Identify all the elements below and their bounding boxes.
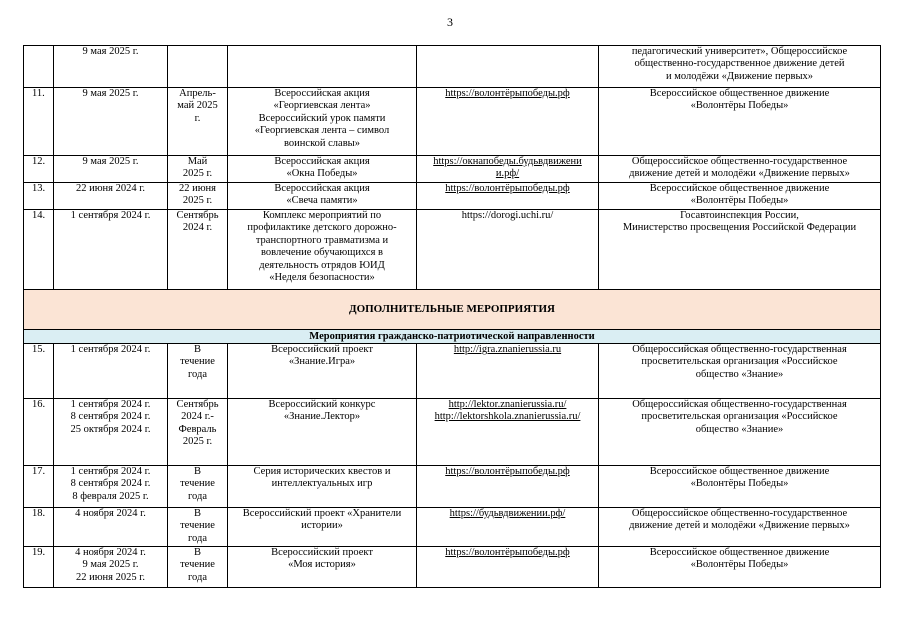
- event-name: Всероссийский конкурс «Знание.Лектор»: [228, 399, 417, 466]
- event-period: В течение года: [168, 547, 228, 588]
- event-link[interactable]: https://окнапобеды.будьвдвижени и.рф/: [417, 156, 599, 183]
- event-period: В течение года: [168, 508, 228, 547]
- section-title: ДОПОЛНИТЕЛЬНЫЕ МЕРОПРИЯТИЯ: [24, 290, 881, 330]
- table-row: [24, 183, 881, 210]
- organizer: Госавтоинспекция России, Министерство просвещения Российской Федерации: [599, 210, 881, 290]
- section-header: [24, 290, 881, 330]
- event-name: Серия исторических квестов и интеллектуальных игр: [228, 466, 417, 508]
- organizer: Всероссийское общественное движение «Волонтёры Победы»: [599, 88, 881, 156]
- event-date: 4 ноября 2024 г.: [54, 508, 168, 547]
- organizer: Общероссийское общественно-государственное движение детей и молодёжи «Движение первых»: [599, 156, 881, 183]
- event-name: Всероссийский проект «Хранители истории»: [228, 508, 417, 547]
- table-row: [24, 46, 881, 88]
- event-name: Всероссийская акция «Окна Победы»: [228, 156, 417, 183]
- event-link[interactable]: https://волонтёрыпобеды.рф: [417, 183, 599, 210]
- organizer: Всероссийское общественное движение «Волонтёры Победы»: [599, 183, 881, 210]
- row-number: 17.: [24, 466, 54, 508]
- event-link[interactable]: http://lektor.znanierussia.ru/ http://lektorshkola.znanierussia.ru/: [417, 399, 599, 466]
- event-period: Апрель- май 2025 г.: [168, 88, 228, 156]
- event-date: 1 сентября 2024 г. 8 сентября 2024 г. 25 октября 2024 г.: [54, 399, 168, 466]
- event-link[interactable]: http://igra.znanierussia.ru: [417, 344, 599, 399]
- organizer: Всероссийское общественное движение «Волонтёры Победы»: [599, 547, 881, 588]
- row-number: 14.: [24, 210, 54, 290]
- table-row: [24, 156, 881, 183]
- organizer: Общероссийская общественно-государственная просветительская организация «Российское общество «Знание»: [599, 399, 881, 466]
- event-date: 22 июня 2024 г.: [54, 183, 168, 210]
- row-number: 11.: [24, 88, 54, 156]
- event-period: Сентябрь 2024 г.- Февраль 2025 г.: [168, 399, 228, 466]
- page-number: 3: [447, 15, 453, 29]
- table-row: [24, 88, 881, 156]
- event-date: 9 мая 2025 г.: [54, 46, 168, 88]
- organizer: педагогический университет», Общероссийское общественно-государственное движение детей и молодёжи «Движение первых»: [599, 46, 881, 88]
- event-name: Всероссийская акция «Георгиевская лента» Всероссийский урок памяти «Георгиевская лента – символ воинской славы»: [228, 88, 417, 156]
- event-date: 1 сентября 2024 г.: [54, 210, 168, 290]
- event-link[interactable]: https://волонтёрыпобеды.рф: [417, 466, 599, 508]
- event-link[interactable]: https://dorogi.uchi.ru/: [417, 210, 599, 290]
- table-row: [24, 210, 881, 290]
- event-name: Всероссийский проект «Моя история»: [228, 547, 417, 588]
- organizer: Общероссийское общественно-государственное движение детей и молодёжи «Движение первых»: [599, 508, 881, 547]
- event-date: 9 мая 2025 г.: [54, 88, 168, 156]
- row-number: 16.: [24, 399, 54, 466]
- event-period: 22 июня 2025 г.: [168, 183, 228, 210]
- row-number: 18.: [24, 508, 54, 547]
- event-period: В течение года: [168, 466, 228, 508]
- organizer: Всероссийское общественное движение «Волонтёры Победы»: [599, 466, 881, 508]
- subsection-title: Мероприятия гражданско-патриотической направленности: [24, 330, 881, 344]
- table-row: [24, 399, 881, 466]
- organizer: Общероссийская общественно-государственная просветительская организация «Российское общество «Знание»: [599, 344, 881, 399]
- row-number: [24, 46, 54, 88]
- event-link[interactable]: https://будьвдвижении.рф/: [417, 508, 599, 547]
- row-number: 15.: [24, 344, 54, 399]
- event-name: Комплекс мероприятий по профилактике детского дорожно- транспортного травматизма и вовлечение обучающихся в деятельность отрядов ЮИД «Неделя безопасности»: [228, 210, 417, 290]
- table-row: [24, 547, 881, 588]
- event-name: Всероссийский проект «Знание.Игра»: [228, 344, 417, 399]
- event-period: В течение года: [168, 344, 228, 399]
- event-date: 1 сентября 2024 г.: [54, 344, 168, 399]
- event-date: 1 сентября 2024 г. 8 сентября 2024 г. 8 февраля 2025 г.: [54, 466, 168, 508]
- event-name: [228, 46, 417, 88]
- row-number: 13.: [24, 183, 54, 210]
- event-period: Май 2025 г.: [168, 156, 228, 183]
- row-number: 12.: [24, 156, 54, 183]
- table-row: [24, 344, 881, 399]
- table-row: [24, 508, 881, 547]
- row-number: 19.: [24, 547, 54, 588]
- event-date: 4 ноября 2024 г. 9 мая 2025 г. 22 июня 2025 г.: [54, 547, 168, 588]
- subsection-header: [24, 330, 881, 344]
- event-link[interactable]: https://волонтёрыпобеды.рф: [417, 547, 599, 588]
- event-link[interactable]: [417, 46, 599, 88]
- table-row: [24, 466, 881, 508]
- event-period: Сентябрь 2024 г.: [168, 210, 228, 290]
- event-link[interactable]: https://волонтёрыпобеды.рф: [417, 88, 599, 156]
- events-table: [23, 45, 881, 588]
- event-name: Всероссийская акция «Свеча памяти»: [228, 183, 417, 210]
- event-period: [168, 46, 228, 88]
- event-date: 9 мая 2025 г.: [54, 156, 168, 183]
